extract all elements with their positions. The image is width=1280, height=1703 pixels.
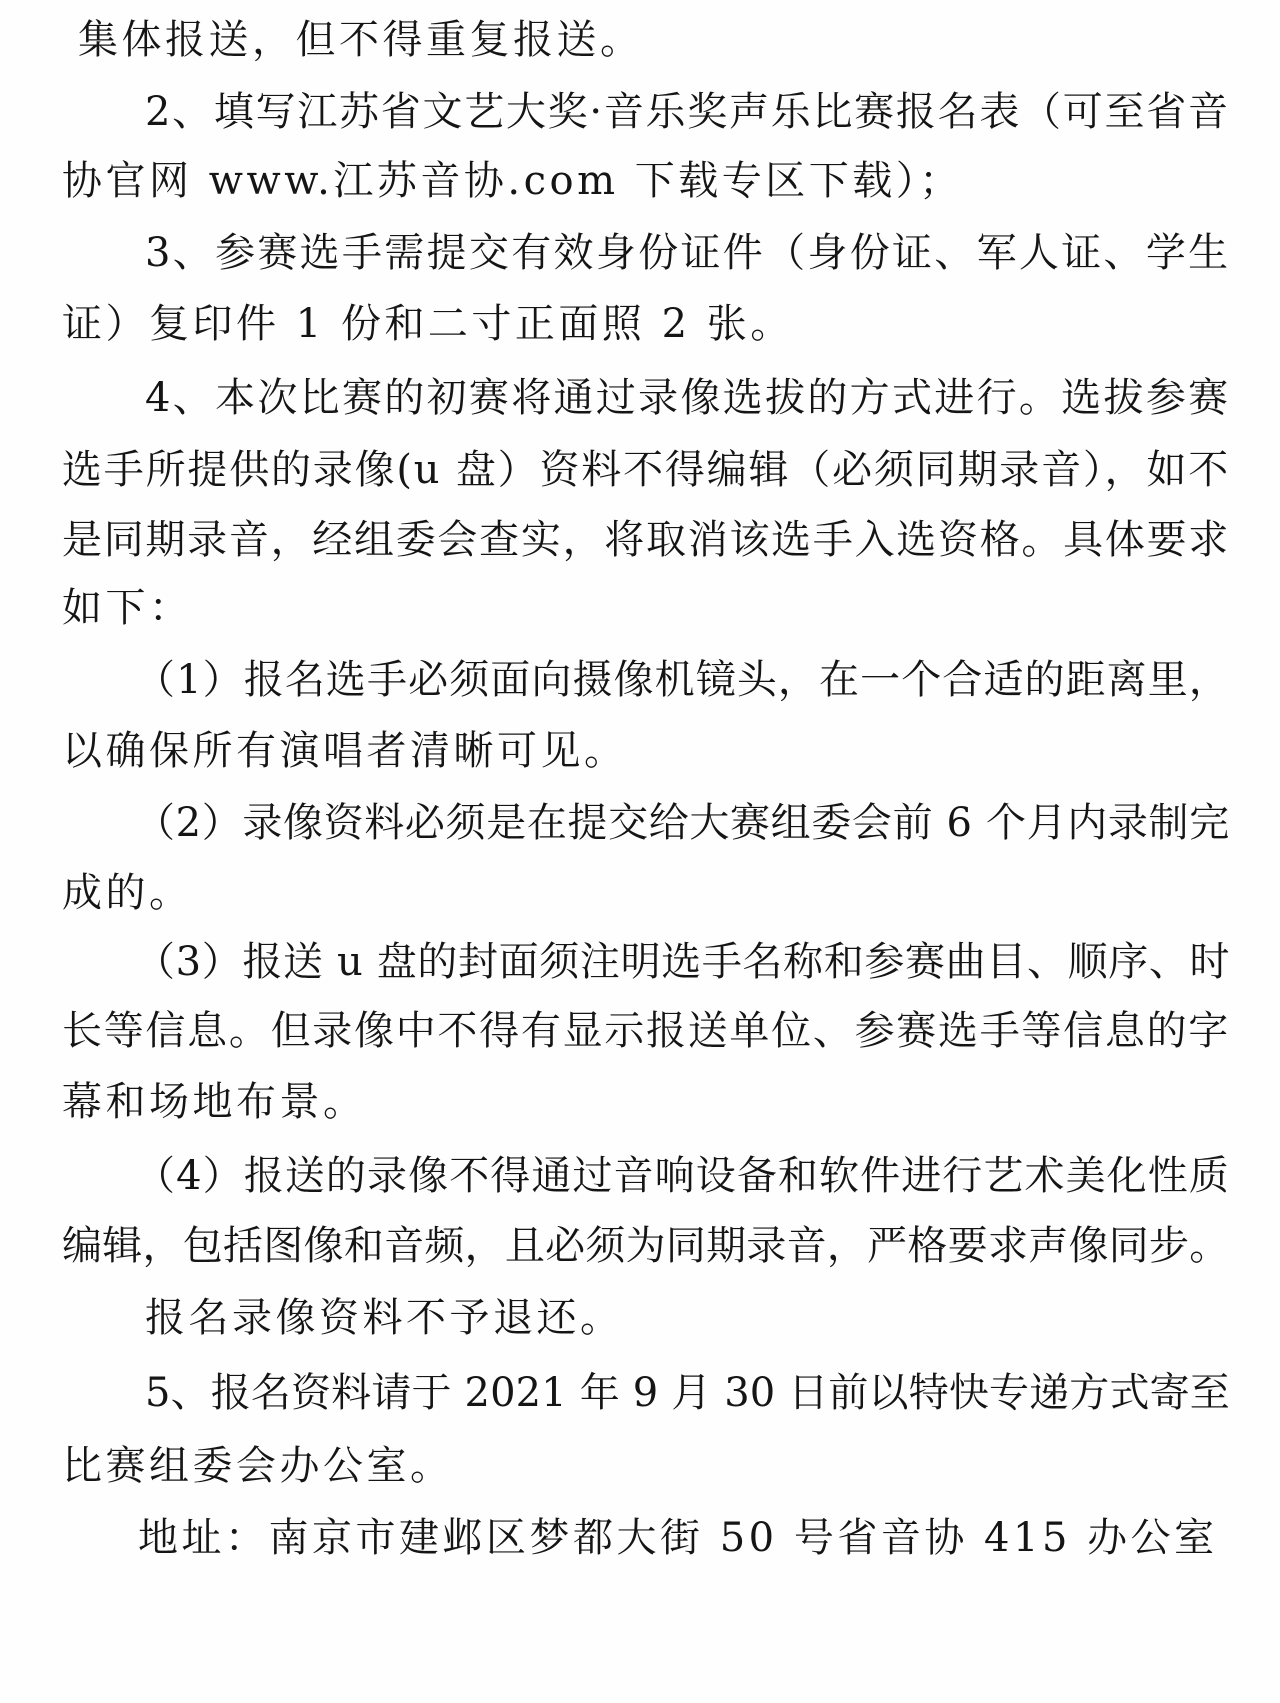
text-line: 长等信息。但录像中不得有显示报送单位、参赛选手等信息的字 <box>62 1008 1230 1054</box>
text-line: （2）录像资料必须是在提交给大赛组委会前 6 个月内录制完 <box>135 800 1230 846</box>
text-line: 报名录像资料不予退还。 <box>145 1295 624 1341</box>
text-line: （4）报送的录像不得通过音响设备和软件进行艺术美化性质 <box>135 1153 1230 1199</box>
text-line: （3）报送 u 盘的封面须注明选手名称和参赛曲目、顺序、时 <box>135 939 1231 985</box>
text-line: 幕和场地布景。 <box>62 1079 367 1125</box>
text-line: 如下： <box>62 585 193 631</box>
text-line: 成的。 <box>62 870 193 916</box>
text-line: 是同期录音，经组委会查实，将取消该选手入选资格。具体要求 <box>62 517 1230 563</box>
text-line: 集体报送，但不得重复报送。 <box>78 17 644 63</box>
text-line: 4、本次比赛的初赛将通过录像选拔的方式进行。选拔参赛 <box>145 375 1231 421</box>
text-line: 地址：南京市建邺区梦都大街 50 号省音协 415 办公室 <box>138 1515 1218 1561</box>
text-line: 5、报名资料请于 2021 年 9 月 30 日前以特快专递方式寄至 <box>145 1370 1230 1416</box>
text-line: 证）复印件 1 份和二寸正面照 2 张。 <box>62 301 794 347</box>
text-line: 协官网 www.江苏音协.com 下载专区下载）； <box>62 158 963 204</box>
text-line: （1）报名选手必须面向摄像机镜头，在一个合适的距离里， <box>135 657 1230 703</box>
text-line: 3、参赛选手需提交有效身份证件（身份证、军人证、学生 <box>145 230 1231 276</box>
text-line: 2、填写江苏省文艺大奖·音乐奖声乐比赛报名表（可至省音 <box>145 89 1230 135</box>
text-line: 比赛组委会办公室。 <box>62 1443 454 1489</box>
text-line: 选手所提供的录像(u 盘）资料不得编辑（必须同期录音），如不 <box>62 447 1231 493</box>
text-line: 以确保所有演唱者清晰可见。 <box>62 728 628 774</box>
text-line: 编辑，包括图像和音频，且必须为同期录音，严格要求声像同步。 <box>62 1223 1230 1269</box>
